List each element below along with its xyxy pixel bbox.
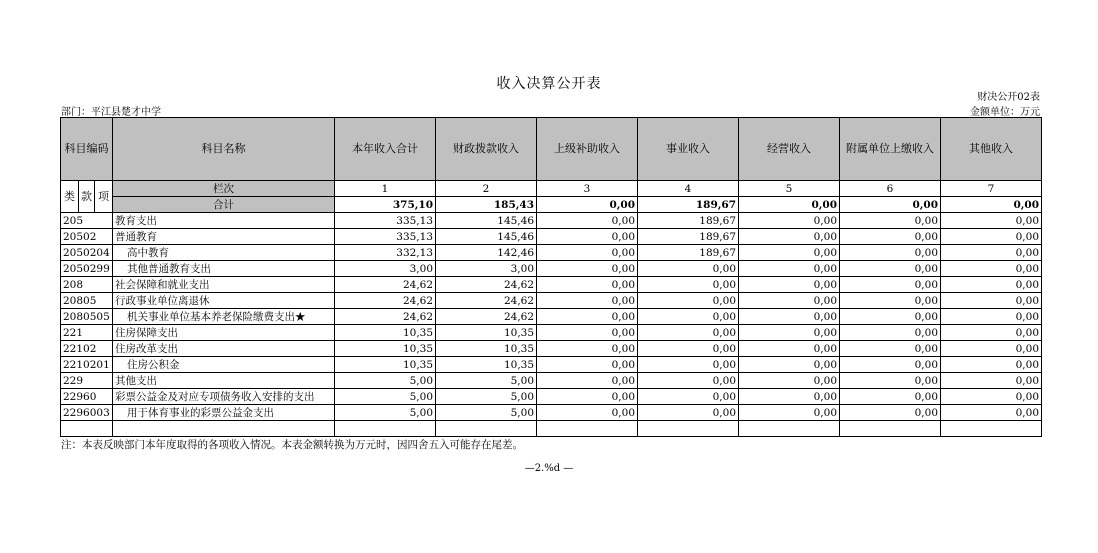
row-value: 0,00: [941, 245, 1042, 261]
row-value: 10,35: [335, 325, 436, 341]
total-value: 0,00: [739, 197, 840, 213]
row-value: 0,00: [941, 277, 1042, 293]
row-code: 208: [61, 277, 113, 293]
row-name: 普通教育: [113, 229, 335, 245]
row-value: 0,00: [537, 389, 638, 405]
row-value: 145,46: [436, 229, 537, 245]
header-row: [61, 118, 1042, 181]
row-name: 住房保障支出: [113, 325, 335, 341]
row-name: 教育支出: [113, 213, 335, 229]
row-name: 高中教育: [113, 245, 335, 261]
row-value: 0,00: [739, 405, 840, 421]
row-value: 0,00: [840, 293, 941, 309]
row-value: 0,00: [638, 309, 739, 325]
empty-row: [61, 421, 1042, 437]
row-value: 0,00: [739, 309, 840, 325]
row-value: 0,00: [739, 293, 840, 309]
row-value: 24,62: [335, 293, 436, 309]
row-value: 24,62: [335, 277, 436, 293]
header-col-1: 本年收入合计: [335, 118, 436, 181]
row-value: 0,00: [537, 293, 638, 309]
row-name: 住房改革支出: [113, 341, 335, 357]
total-value: 0,00: [941, 197, 1042, 213]
row-value: 332,13: [335, 245, 436, 261]
total-value: 185,43: [436, 197, 537, 213]
table-row: [61, 325, 1042, 341]
row-value: 0,00: [537, 373, 638, 389]
row-value: 0,00: [638, 341, 739, 357]
total-value: 375,10: [335, 197, 436, 213]
row-value: 0,00: [739, 245, 840, 261]
total-value: 0,00: [537, 197, 638, 213]
row-code: 2050204: [61, 245, 113, 261]
row-value: 145,46: [436, 213, 537, 229]
income-final-accounts-table: [60, 117, 1042, 437]
row-value: 5,00: [335, 389, 436, 405]
row-value: 0,00: [840, 261, 941, 277]
header-col-5: 经营收入: [739, 118, 840, 181]
row-value: 24,62: [335, 309, 436, 325]
row-value: 0,00: [840, 341, 941, 357]
row-code: 205: [61, 213, 113, 229]
row-value: 0,00: [537, 261, 638, 277]
row-value: 0,00: [537, 341, 638, 357]
table-row: [61, 389, 1042, 405]
row-value: 0,00: [537, 277, 638, 293]
row-value: 10,35: [335, 357, 436, 373]
header-col-6: 附属单位上缴收入: [840, 118, 941, 181]
row-value: 0,00: [739, 213, 840, 229]
row-value: 0,00: [840, 309, 941, 325]
row-value: 0,00: [840, 325, 941, 341]
row-name: 行政事业单位离退休: [113, 293, 335, 309]
row-value: 0,00: [739, 261, 840, 277]
row-code: 2296003: [61, 405, 113, 421]
row-value: 0,00: [537, 245, 638, 261]
row-value: 10,35: [436, 325, 537, 341]
total-row: [61, 197, 1042, 213]
row-value: 5,00: [436, 405, 537, 421]
table-row: [61, 293, 1042, 309]
row-code: 22102: [61, 341, 113, 357]
row-value: 189,67: [638, 245, 739, 261]
row-value: 0,00: [537, 325, 638, 341]
row-value: 0,00: [537, 405, 638, 421]
row-value: 0,00: [840, 245, 941, 261]
row-code: 2050299: [61, 261, 113, 277]
table-row: [61, 309, 1042, 325]
lanci-row: [61, 181, 1042, 197]
row-value: 0,00: [840, 213, 941, 229]
lanci-number: 3: [537, 181, 638, 197]
total-label: 合计: [113, 197, 335, 213]
lanci-number: 6: [840, 181, 941, 197]
row-value: 0,00: [638, 293, 739, 309]
row-value: 0,00: [638, 325, 739, 341]
row-value: 0,00: [941, 309, 1042, 325]
row-value: 0,00: [941, 261, 1042, 277]
row-value: 0,00: [537, 213, 638, 229]
lanci-number: 7: [941, 181, 1042, 197]
header-lei: 类: [61, 181, 79, 213]
row-value: 0,00: [537, 229, 638, 245]
department-label: 部门：平江县楚才中学: [61, 107, 161, 118]
row-value: 0,00: [739, 341, 840, 357]
row-value: 0,00: [941, 293, 1042, 309]
row-value: 0,00: [739, 373, 840, 389]
row-value: 0,00: [638, 261, 739, 277]
row-value: 0,00: [739, 357, 840, 373]
row-value: 24,62: [436, 293, 537, 309]
row-value: 0,00: [739, 229, 840, 245]
row-value: 0,00: [941, 357, 1042, 373]
row-value: 3,00: [436, 261, 537, 277]
row-value: 0,00: [537, 309, 638, 325]
row-value: 0,00: [941, 229, 1042, 245]
page-title: 收入决算公开表: [496, 76, 602, 92]
row-value: 0,00: [638, 277, 739, 293]
row-name: 社会保障和就业支出: [113, 277, 335, 293]
row-value: 3,00: [335, 261, 436, 277]
table-row: [61, 277, 1042, 293]
header-xiang: 项: [95, 181, 113, 213]
row-value: 142,46: [436, 245, 537, 261]
table-row: [61, 261, 1042, 277]
header-col-3: 上级补助收入: [537, 118, 638, 181]
lanci-number: 2: [436, 181, 537, 197]
row-name: 其他普通教育支出: [113, 261, 335, 277]
table-row: [61, 373, 1042, 389]
table-row: [61, 229, 1042, 245]
row-value: 0,00: [638, 405, 739, 421]
row-code: 2210201: [61, 357, 113, 373]
row-value: 0,00: [739, 325, 840, 341]
row-value: 0,00: [840, 405, 941, 421]
row-value: 0,00: [739, 277, 840, 293]
table-row: [61, 405, 1042, 421]
row-value: 0,00: [840, 229, 941, 245]
row-value: 335,13: [335, 213, 436, 229]
row-name: 其他支出: [113, 373, 335, 389]
table-row: [61, 213, 1042, 229]
row-name: 彩票公益金及对应专项债务收入安排的支出: [113, 389, 335, 405]
header-col-7: 其他收入: [941, 118, 1042, 181]
amount-unit: 金额单位：万元: [970, 107, 1040, 118]
row-value: 0,00: [840, 357, 941, 373]
header-kuan: 款: [79, 181, 95, 213]
row-value: 0,00: [941, 389, 1042, 405]
row-value: 0,00: [638, 357, 739, 373]
row-value: 0,00: [537, 357, 638, 373]
row-value: 24,62: [436, 277, 537, 293]
header-col-2: 财政拨款收入: [436, 118, 537, 181]
row-name: 住房公积金: [113, 357, 335, 373]
lanci-label: 栏次: [113, 181, 335, 197]
row-value: 189,67: [638, 213, 739, 229]
row-value: 0,00: [638, 373, 739, 389]
page-marker: —2.%d —: [524, 463, 574, 474]
row-value: 0,00: [840, 389, 941, 405]
lanci-number: 1: [335, 181, 436, 197]
row-value: 0,00: [638, 389, 739, 405]
header-code: 科目编码: [61, 118, 113, 181]
form-code: 财决公开02表: [977, 92, 1040, 103]
row-name: 用于体育事业的彩票公益金支出: [113, 405, 335, 421]
header-name: 科目名称: [113, 118, 335, 181]
total-value: 189,67: [638, 197, 739, 213]
table-row: [61, 357, 1042, 373]
row-code: 20502: [61, 229, 113, 245]
row-code: 229: [61, 373, 113, 389]
total-value: 0,00: [840, 197, 941, 213]
row-value: 335,13: [335, 229, 436, 245]
row-value: 0,00: [941, 373, 1042, 389]
row-value: 5,00: [335, 405, 436, 421]
row-value: 24,62: [436, 309, 537, 325]
row-value: 0,00: [941, 213, 1042, 229]
row-value: 10,35: [335, 341, 436, 357]
row-value: 0,00: [941, 405, 1042, 421]
row-value: 0,00: [840, 277, 941, 293]
row-value: 5,00: [436, 373, 537, 389]
lanci-number: 5: [739, 181, 840, 197]
row-value: 0,00: [840, 373, 941, 389]
footnote: 注：本表反映部门本年度取得的各项收入情况。本表金额转换为万元时，因四舍五入可能存在尾差。: [61, 439, 523, 451]
row-value: 5,00: [436, 389, 537, 405]
row-code: 221: [61, 325, 113, 341]
row-value: 10,35: [436, 357, 537, 373]
row-code: 20805: [61, 293, 113, 309]
row-value: 10,35: [436, 341, 537, 357]
row-value: 0,00: [941, 325, 1042, 341]
table-row: [61, 341, 1042, 357]
row-value: 0,00: [941, 341, 1042, 357]
row-value: 5,00: [335, 373, 436, 389]
row-value: 189,67: [638, 229, 739, 245]
table-row: [61, 245, 1042, 261]
row-name: 机关事业单位基本养老保险缴费支出★: [113, 309, 335, 325]
row-value: 0,00: [739, 389, 840, 405]
header-col-4: 事业收入: [638, 118, 739, 181]
row-code: 2080505: [61, 309, 113, 325]
row-code: 22960: [61, 389, 113, 405]
lanci-number: 4: [638, 181, 739, 197]
